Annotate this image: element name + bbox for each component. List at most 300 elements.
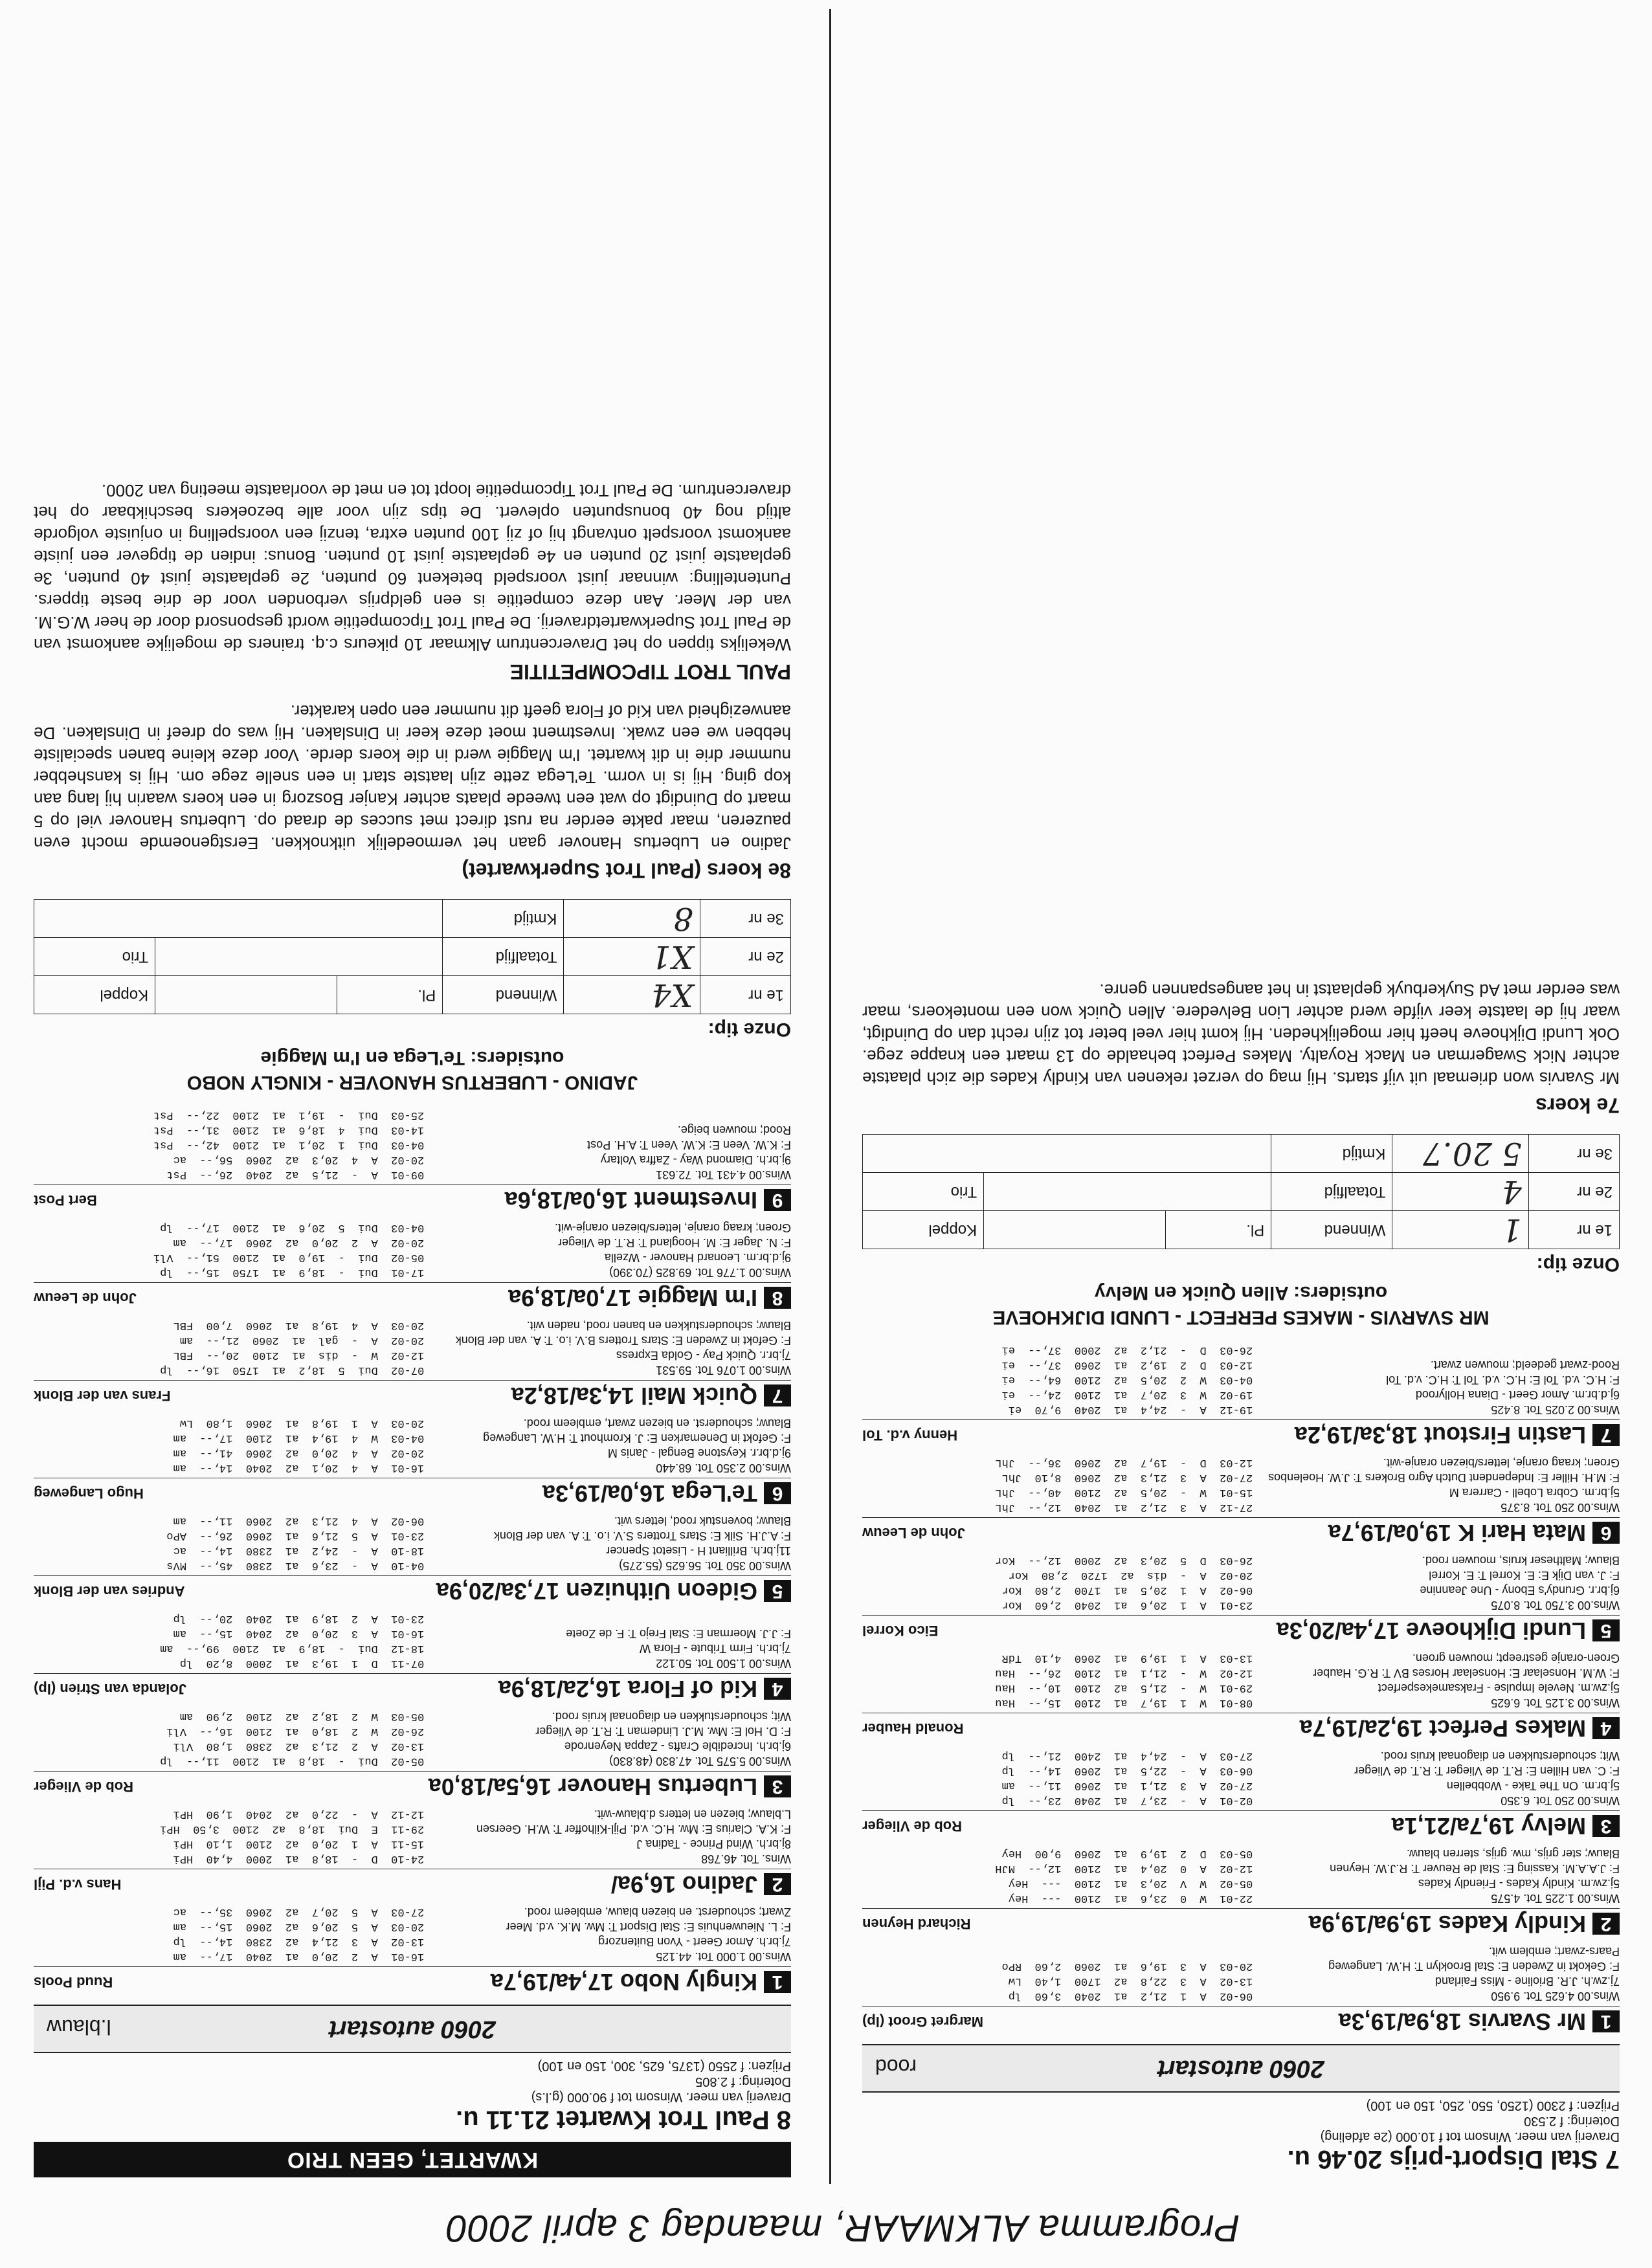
result-row: 26-03 D - 21,2 a2 2000 37,-- ei: [1001, 1344, 1253, 1356]
horse-entry: [34, 1107, 791, 1214]
horse-description: [424, 1107, 791, 1182]
competition-text: Wekelijks tippen op het Dravercentrum Alkmaar 10 pikeurs c.q. trainers de mogelijke aankomst van de Paul Trot Superkwartetdraverij. De Paul Trot Tipcompetitie wordt gesponsord door de heer W.G.M. van der Meer. Aan deze competitie is een geldprijs verbonden voor de drie beste tippers. Puntentelling: winnaar juist voorspeld betekent 60 punten, 2e geplaatste juist 40 punten, 3e geplaatste juist 20 punten en 4e geplaatste juist 10 punten. Bonus: indien de tipgever een juiste aankomst voorspelt ontvangt hij of zij 100 punten extra, tenzij een voorspelling in onjuiste volgorde altijd nog 40 bonuspunten oplevert. De tips zijn voor alle bezoekers beschikbaar op het dravercentrum. De Paul Trot Tipcompetitie loopt tot en met de voorlaatste meeting van 2000.: [34, 481, 791, 654]
horse-details: [34, 1513, 791, 1573]
result-row: 20-03 A 1 19,8 a1 2060 1,80 Lw: [179, 1417, 425, 1429]
handwritten-tip-1: 1: [1392, 1211, 1528, 1249]
horse-results: [34, 1904, 424, 1964]
horse-details: [862, 1553, 1620, 1612]
horse-description-line: F: D. Hol E: Mw. M.J. Lindeman T: R.T. de Vlieger: [535, 1725, 791, 1738]
horse-description-line: Wins.00 4.431 Tot. 72.631: [656, 1168, 791, 1181]
tip-cell: Totaalfijd: [443, 938, 564, 976]
favourites: JADINO - LUBERTUS HANOVER - KINGLY NOBO: [186, 1072, 638, 1093]
horse-description-line: Wins.00 2.350 Tot. 68.440: [656, 1462, 791, 1474]
result-row: 06-02 A 1 20,5 a1 1700 2,80 Kor: [1001, 1584, 1253, 1596]
horse-description-line: Wins.00 1.776 Tot. 69.825 (70.390): [609, 1266, 791, 1279]
horse-entry: [34, 1807, 791, 1898]
horse-number: 5: [764, 1580, 791, 1602]
horse-results: [862, 1944, 1253, 2003]
horse-trainer: Richard Heynen: [862, 1916, 971, 1932]
commentary-title: 7e koers: [1535, 1094, 1620, 1117]
horse-description-line: Blauw; ster grijs, mw. grijs, sterren blauw.: [1406, 1847, 1620, 1860]
horse-trainer: Margret Groot (lp): [862, 2014, 983, 2030]
tip-cell: Koppel: [863, 1211, 984, 1249]
result-row: 20-02 A 4 20,0 a2 2060 41,-- am: [173, 1447, 425, 1459]
horse-details: [862, 1944, 1620, 2003]
horse-description-line: Wins.00 5.575 Tot. 47.830 (48.830): [609, 1755, 791, 1768]
horse-number: 2: [1592, 1913, 1620, 1935]
horse-results: [862, 1651, 1253, 1710]
result-row: 26-02 W 2 18,0 a1 2100 16,-- Vli: [166, 1725, 425, 1737]
horse-header: [862, 1908, 1620, 1937]
horse-description: [424, 1904, 791, 1964]
horse-trainer: Ronald Hauber: [862, 1720, 964, 1737]
horse-description: [424, 1220, 791, 1280]
horse-description-line: L.blauw; biezen en letters d.blauw-wit.: [594, 1808, 791, 1821]
tip-cell: [155, 938, 443, 976]
result-row: 19-02 W 3 20,7 a1 2100 24,-- ei: [1001, 1388, 1253, 1401]
horse-number: 3: [1592, 1815, 1620, 1837]
horse-description-line: 5j.br.m. On The Take - Wobbellen: [1446, 1779, 1620, 1792]
horse-description-line: 6j.br.r. Grundy's Ebony - Une Jeannine: [1420, 1584, 1620, 1597]
horse-trainer: Andries van der Blonk: [34, 1583, 185, 1599]
horse-description-line: Wins.00 350 Tot. 56.625 (55.275): [619, 1559, 791, 1572]
horse-description: [424, 1807, 791, 1866]
result-row: 05-02 W V 20,3 a1 2100 --- Hey: [1008, 1877, 1253, 1889]
favourites-line: [862, 1280, 1620, 1329]
result-row: 20-03 A 5 20,6 a2 2060 15,-- am: [173, 1920, 425, 1933]
horse-details: [34, 1318, 791, 1377]
horse-trainer: Frans van der Blonk: [34, 1388, 171, 1404]
horse-description-line: Wins. Tot. 46.768: [701, 1852, 791, 1865]
horse-entry: [862, 1553, 1620, 1644]
result-row: 20-02 A - dis a2 1720 2,80 Kor: [1008, 1569, 1253, 1581]
horse-entry: [862, 1944, 1620, 2035]
horse-description-line: Wins.00 1.500 Tot. 50.122: [656, 1657, 791, 1670]
result-row: 12-03 D 2 19,2 a1 2060 37,-- ei: [1001, 1359, 1253, 1371]
horse-entry: [34, 1904, 791, 1996]
result-row: 13-02 A 3 21,4 a2 2380 14,-- lp: [173, 1935, 425, 1948]
result-row: 20-02 A 4 20,3 a2 2060 56,-- ac: [173, 1153, 425, 1166]
tip-cell: Winnend: [1271, 1211, 1392, 1249]
tip-cell: Winnend: [443, 976, 564, 1014]
result-row: 16-01 A 2 20,0 a1 2040 17,-- am: [173, 1950, 425, 1962]
race-info-line: Prijzen: f 2300 (1250, 550, 250, 150 en 100): [1366, 2098, 1620, 2113]
result-row: 05-02 Dui - 19,0 a1 2100 51,-- Vli: [153, 1251, 425, 1263]
result-row: 05-02 Dui - 18,8 a1 2100 11,-- lp: [160, 1755, 425, 1767]
result-row: 12-02 W - dis a1 2100 20,-- FBL: [173, 1349, 425, 1361]
horse-results: [34, 1318, 424, 1377]
result-row: 27-02 A 3 21,3 a2 2060 8,10 JhL: [1001, 1471, 1253, 1484]
horse-header: [34, 1673, 791, 1702]
horse-description-line: Wins.00 1.076 Tot. 59.531: [656, 1364, 791, 1377]
race-info-line: Draverij van meer. Winsom tot f 10.000 (2e afdeling): [1320, 2129, 1620, 2144]
horse-trainer: Eico Korrel: [862, 1623, 939, 1639]
result-row: 05-03 D 2 19,9 a1 2060 9,00 Hey: [1001, 1847, 1253, 1860]
horse-name: Lubertus Hanover 16,5a/18,0a: [428, 1773, 757, 1800]
race-info: [862, 2098, 1620, 2144]
horse-description-line: 9j.d.br.m. Leonard Hanover - Wzella: [604, 1251, 791, 1264]
horse-name: Kingly Nobo 17,4a/19,7a: [490, 1969, 757, 1996]
horse-header: [34, 1282, 791, 1311]
horse-description: [1253, 1748, 1620, 1808]
race-color: l.blauw: [47, 2016, 111, 2039]
horse-number: 9: [764, 1189, 791, 1211]
tip-cell: Totaalfijd: [1271, 1173, 1392, 1211]
horse-description-line: 9j.br.h. Diamond Way - Zaffra Voltary: [600, 1153, 791, 1166]
race-info-line: Dotering: f 2.530: [1524, 2114, 1620, 2128]
result-row: 12-12 A - 22,0 a2 2040 1,90 HPi: [173, 1808, 425, 1820]
horse-description-line: Blauw; schouderstukken en banen rood, naden wit.: [526, 1319, 791, 1332]
commentary-text: Mr Svarvis won driemaal uit vijf starts. Hij mag op verzet rekenen van Kindly Kades die zich plaatste achter Nick Swagerman en Mack Royalty. Makes Perfect behaalde op 13 maart een knappe zege. Ook Lundi Dijkhoeve heeft hier mogelijkheden. Hij komt hier veel beter tot zijn recht dan op Duindigt, waar hij de laatste keer vijfde werd achter Lion Belvedere. Allen Quick won een montekoers, maar was eerder met Ad Suykerbuyk geplaatst in het aangespannen genre.: [862, 981, 1620, 1088]
horse-results: [34, 1513, 424, 1573]
horse-results: [34, 1107, 424, 1182]
start-bar: [34, 2005, 791, 2053]
result-row: 27-03 A 5 20,7 a2 2060 35,-- ac: [173, 1906, 425, 1918]
horse-results: [34, 1611, 424, 1671]
handwritten-tip-3: 8: [564, 900, 700, 938]
horse-name: Mata Hari K 19,0a/19,7a: [1328, 1520, 1586, 1546]
tip-cell: Trio: [34, 938, 155, 976]
horse-number: 6: [764, 1482, 791, 1504]
horse-name: Makes Perfect 19,2a/19,7a: [1299, 1715, 1586, 1742]
horse-description-line: F: M.H. Hiller E: Independent Dutch Agro Brokers T: J.W. Hoelenbos: [1268, 1471, 1620, 1484]
horse-description-line: F: A.J.H. Silk E: Stars Trotters S.V. i.o. T: A. van der Blonk: [493, 1529, 791, 1542]
horse-description-line: Wins.00 3.750 Tot. 8.075: [1491, 1599, 1620, 1612]
horse-description: [424, 1611, 791, 1671]
horse-details: [862, 1342, 1620, 1417]
horse-number: 6: [1592, 1522, 1620, 1544]
horse-description-line: F: H.C. v.d. Tol E: H.C. v.d. Tol T: H.C. v.d. Tol: [1386, 1373, 1620, 1386]
result-row: 04-03 Dui 1 20,1 a1 2100 42,-- Pst: [153, 1139, 425, 1151]
horse-description-line: Wins.00 250 Tot. 8.375: [1501, 1501, 1620, 1514]
horse-description-line: 11j.br.h. Brilliant H - Lisetot Spencer: [606, 1544, 791, 1557]
horse-number: 1: [1592, 2010, 1620, 2032]
tip-table: [862, 1134, 1620, 1249]
horse-description-line: 7j.br.r. Quick Pay - Golda Express: [616, 1349, 791, 1362]
horse-entry: [34, 1220, 791, 1311]
result-row: 13-03 A 1 19,9 a1 2060 4,10 TdR: [1001, 1652, 1253, 1664]
horse-details: [34, 1107, 791, 1182]
result-row: 04-03 W 4 19,4 a1 2100 17,-- am: [173, 1432, 425, 1444]
result-row: 23-01 A 5 21,6 a1 2060 26,-- APo: [166, 1529, 425, 1542]
result-row: 07-11 D 1 19,3 a1 2000 8,20 lp: [179, 1657, 425, 1669]
handwritten-tip-2: X1: [564, 938, 700, 976]
result-row: 18-12 Dui - 18,9 a1 2100 99,-- am: [160, 1642, 425, 1654]
horse-details: [862, 1846, 1620, 1906]
horse-number: 1: [764, 1971, 791, 1993]
horse-number: 7: [1592, 1424, 1620, 1446]
horse-header: [34, 1771, 791, 1800]
horse-description-line: Rood-zwart gedeeld; mouwen zwart.: [1430, 1359, 1620, 1372]
horse-name: Jadino 16,9a/: [610, 1871, 757, 1898]
horse-entry: [34, 1513, 791, 1605]
result-row: 12-02 W - 21,1 a1 2100 26,-- Hau: [995, 1667, 1253, 1679]
horse-details: [34, 1709, 791, 1768]
horse-description-line: F: L. Nieuwenhuis E: Stal Disport T: Mw. M.K. v.d. Meer: [506, 1920, 791, 1933]
horse-header: [34, 1869, 791, 1898]
horse-header: [862, 1713, 1620, 1742]
favourites: MR SVARVIS - MAKES PERFECT - LUNDI DIJKHOEVE: [992, 1307, 1490, 1328]
horse-trainer: John de Leeuw: [862, 1525, 965, 1541]
result-row: 15-11 A 1 20,0 a2 2100 1,10 HPi: [173, 1838, 425, 1850]
horse-entry: [862, 1846, 1620, 1937]
race-commentary: [862, 979, 1620, 1117]
start-bar: [862, 2044, 1620, 2093]
horse-entry: [862, 1455, 1620, 1546]
horse-description: [424, 1709, 791, 1768]
horse-header: [862, 1615, 1620, 1644]
horse-name: I'm Maggie 17,0a/18,9a: [508, 1285, 757, 1311]
horse-name: Melvy 19,7a/21,1a: [1391, 1813, 1586, 1840]
horse-trainer: Rob de Vlieger: [862, 1818, 963, 1834]
horse-description-line: 6j.d.br.m. Amor Geert - Diana Hollyrood: [1415, 1388, 1620, 1401]
horse-results: [34, 1807, 424, 1866]
tip-cell: [984, 1173, 1271, 1211]
start-type: 2060 autostart: [329, 2016, 496, 2043]
result-row: 09-01 A - 21,5 a2 2040 26,-- Pst: [166, 1168, 425, 1181]
horse-list: [34, 1107, 791, 1996]
start-type: 2060 autostart: [1157, 2055, 1324, 2082]
horse-description-line: 8j.br.h. Wind Prince - Tadina J: [636, 1838, 791, 1851]
tip-competition: [34, 480, 791, 684]
tip-cell: 1e nr: [700, 976, 790, 1014]
horse-name: Lundi Dijkhoeve 17,4a/20,3a: [1276, 1618, 1586, 1644]
race-info: [34, 2058, 791, 2105]
horse-details: [862, 1455, 1620, 1515]
horse-details: [34, 1220, 791, 1280]
horse-details: [34, 1611, 791, 1671]
horse-description-line: Wins.00 1.225 Tot. 4.575: [1491, 1892, 1620, 1905]
horse-description-line: F: K.W. Veen E: K.W. Veen T: A.H. Post: [587, 1139, 791, 1151]
tip-table: [34, 899, 791, 1014]
horse-description-line: Wins.00 2.025 Tot. 8.425: [1491, 1403, 1620, 1416]
tip-cell: Pl.: [337, 976, 443, 1014]
horse-description-line: 7j.zw.h. J.R. Brioline - Miss Fairland: [1434, 1975, 1620, 1988]
result-row: 27-03 A - 24,4 a1 2400 21,-- lp: [1001, 1750, 1253, 1762]
result-row: 07-02 Dui 5 18,2 a1 1750 16,-- lp: [160, 1364, 425, 1376]
horse-description-line: F: C. van Hillen E: R.T. de Vlieger T: R.T. de Vlieger: [1354, 1764, 1620, 1777]
handwritten-tip-2: 4: [1392, 1173, 1528, 1211]
horse-description-line: 9j.d.br.r. Keystone Bengal - Janis M: [607, 1447, 791, 1460]
horse-description: [424, 1318, 791, 1377]
result-row: 15-01 W - 20,5 a2 2100 40,-- JhL: [995, 1486, 1253, 1498]
horse-number: 5: [1592, 1619, 1620, 1641]
horse-results: [862, 1455, 1253, 1515]
horse-description-line: Wins.00 250 Tot. 6.350: [1501, 1794, 1620, 1807]
horse-description-line: Wins.00 3.125 Tot. 6.625: [1491, 1696, 1620, 1709]
horse-description-line: Wit; schouderstukken en diagonaal kruis rood.: [552, 1710, 791, 1723]
horse-description-line: F: J. van Dijk E: E. Korrel T: E. Korrel: [1429, 1569, 1620, 1582]
result-row: 17-01 Dui - 18,9 a1 1750 15,-- lp: [160, 1266, 425, 1278]
outsiders: outsiders: Te'Lega en I'm Maggie: [260, 1047, 564, 1069]
result-row: 26-03 D 5 20,3 a2 2000 12,-- Kor: [995, 1554, 1253, 1566]
horse-description-line: F: W.M. Honselaar E: Honselaar Horses BV T: R.G. Hauber: [1313, 1667, 1620, 1680]
horse-description: [1253, 1846, 1620, 1906]
horse-description-line: F: Gekokt in Zweden E: Stal Brooklyn T: H.W. Langeweg: [1328, 1960, 1620, 1973]
result-row: 23-01 A 2 18,9 a1 2040 20,-- lp: [173, 1612, 425, 1625]
race-title: 8 Paul Trot Kwartet 21.11 u.: [456, 2106, 791, 2134]
horse-details: [34, 1904, 791, 1964]
tip-cell: 2e nr: [700, 938, 790, 976]
horse-description-line: F: J.J. Moerman E: Stal Frejo T: F. de Zoete: [566, 1627, 791, 1640]
horse-details: [34, 1807, 791, 1866]
horse-details: [34, 1416, 791, 1475]
tip-cell: 3e nr: [1528, 1135, 1619, 1173]
horse-details: [862, 1748, 1620, 1808]
result-row: 25-03 Dui - 19,1 a1 2100 22,-- Pst: [153, 1109, 425, 1121]
tip-cell: 2e nr: [1528, 1173, 1619, 1211]
horse-trainer: Rob de Vlieger: [34, 1779, 134, 1795]
horse-description-line: 7j.br.h. Firm Tribute - Flora W: [639, 1642, 791, 1655]
race-8-column: [27, 28, 810, 2177]
horse-entry: [862, 1748, 1620, 1840]
result-row: 29-01 W - 21,5 a2 2100 10,-- Hau: [995, 1682, 1253, 1694]
race-banner: KWARTET, GEEN TRIO: [34, 2142, 791, 2177]
horse-description: [1253, 1651, 1620, 1710]
horse-entry: [34, 1709, 791, 1800]
result-row: 16-01 A 3 20,0 a2 2040 15,-- am: [173, 1627, 425, 1640]
horse-header: [34, 1184, 791, 1214]
horse-header: [862, 2006, 1620, 2035]
horse-description: [1253, 1342, 1620, 1417]
result-row: 13-02 A 3 22,8 a2 1700 1,40 Lw: [1008, 1975, 1253, 1987]
horse-description-line: F: K.A. Clarius E: Mw. H.C. v.d. Pijl-Kilhoffer T: W.H. Geersen: [476, 1823, 791, 1836]
horse-description: [1253, 1553, 1620, 1612]
handwritten-tip-1: X4: [564, 976, 700, 1014]
result-row: 27-12 A 3 21,2 a1 2040 12,-- JhL: [995, 1501, 1253, 1513]
horse-header: [34, 1575, 791, 1605]
horse-name: Kindly Kades 19,9a/19,9a: [1308, 1911, 1586, 1937]
horse-number: 2: [764, 1873, 791, 1895]
result-row: 06-03 A - 22,5 a1 2060 14,-- lp: [1001, 1764, 1253, 1777]
handwritten-tip-3: 5 20.7: [1392, 1135, 1528, 1173]
result-row: 22-01 W 0 23,6 a1 2100 --- Hey: [1008, 1892, 1253, 1904]
horse-entry: [862, 1342, 1620, 1449]
tip-title: Onze tip:: [1536, 1254, 1620, 1275]
result-row: 23-01 A 1 20,6 a1 2040 2,60 Kor: [1001, 1599, 1253, 1611]
result-row: 29-11 E Dui 18,8 a2 2100 3,50 HPi: [160, 1823, 425, 1835]
result-row: 12-03 D - 19,7 a2 2060 36,-- JhL: [995, 1456, 1253, 1469]
horse-trainer: Hans v.d. Pijl: [34, 1876, 122, 1893]
horse-name: Quick Mail 14,3a/18,2a: [511, 1383, 757, 1409]
horse-name: Kid of Flora 16,2a/18,9a: [498, 1676, 757, 1702]
horse-description-line: Wit; schouderstukken en diagonaal kruis rood.: [1380, 1750, 1620, 1762]
horse-header: [34, 1966, 791, 1996]
horse-description-line: 7j.br.h. Amor Geert - Yvon Buitenzorg: [598, 1935, 791, 1948]
race-7-column: [843, 28, 1626, 2177]
horse-header: [34, 1380, 791, 1409]
horse-description-line: 5j.br.m. Cobra Lobell - Carrera M: [1449, 1486, 1620, 1499]
horse-description: [424, 1513, 791, 1573]
tip-cell: Kmtijd: [443, 900, 564, 938]
commentary-title: 8e koers (Paul Trot Superkwartet): [462, 859, 791, 882]
horse-description-line: F: N. Jager E: M. Hoogland T: R.T. de Vlieger: [558, 1236, 791, 1249]
competition-title: PAUL TROT TIPCOMPETITIE: [509, 660, 791, 684]
result-row: 16-01 A 4 20,1 a2 2040 14,-- am: [173, 1462, 425, 1474]
page-header: Programma ALKMAAR, maandag 3 april 2000: [445, 2207, 1240, 2249]
horse-results: [862, 1553, 1253, 1612]
horse-description-line: Rood; mouwen beige.: [677, 1124, 791, 1137]
horse-description-line: Groen; kraag oranje, letters/biezen oranje-wit.: [1383, 1456, 1620, 1469]
horse-description-line: Blauw; bovenstuk rood, letters wit.: [614, 1515, 791, 1528]
horse-description-line: 5j.zw.m. Nevele Impulse - Fraksamekesperfect: [1378, 1682, 1620, 1695]
horse-results: [34, 1709, 424, 1768]
horse-number: 4: [1592, 1717, 1620, 1739]
result-row: 08-01 W 1 19,7 a1 2100 15,-- Hau: [995, 1696, 1253, 1709]
horse-description-line: Groen; kraag oranje, letters/biezen oranje-wit.: [554, 1221, 791, 1234]
horse-header: [34, 1478, 791, 1507]
horse-entry: [34, 1318, 791, 1409]
race-info-line: Dotering: f 2.805: [695, 2074, 791, 2089]
horse-description-line: Groen-oranje gestreept; mouwen groen.: [1412, 1652, 1620, 1665]
result-row: 06-02 A 1 21,2 a1 2040 3,60 lp: [1008, 1990, 1253, 2002]
tip-cell: 1e nr: [1528, 1211, 1619, 1249]
horse-description-line: Blauw; Maltheser kruis, mouwen rood.: [1422, 1554, 1620, 1567]
horse-details: [862, 1651, 1620, 1710]
horse-description: [1253, 1455, 1620, 1515]
column-divider: [829, 9, 831, 2184]
tip-cell: [863, 1135, 1271, 1173]
result-row: 14-03 Dui 4 18,6 a1 2100 31,-- Pst: [153, 1124, 425, 1136]
horse-name: Investment 16,0a/18,6a: [504, 1187, 757, 1214]
tip-cell: [34, 900, 443, 938]
horse-trainer: Hugo Langeweg: [34, 1485, 144, 1502]
horse-results: [34, 1220, 424, 1280]
horse-name: Gideon Uithuizen 17,3a/20,9a: [436, 1578, 757, 1605]
horse-header: [862, 1419, 1620, 1449]
horse-list: [862, 1342, 1620, 2035]
favourites-line: [34, 1045, 791, 1095]
race-title: 7 Stal Disport-prijs 20.46 u.: [1287, 2145, 1620, 2174]
horse-description-line: F: Gefokt in Denemarken E: J. Kromhout T: H.W. Langeweg: [483, 1432, 791, 1445]
horse-description-line: 5j.zw.m. Kindly Kades - Friendly Kades: [1418, 1877, 1620, 1890]
horse-header: [862, 1517, 1620, 1546]
race-info-line: Draverij van meer. Winsom tot f 90.000 (g.l.s): [531, 2090, 791, 2104]
horse-description-line: Zwart; schouderst. en biezen blauw, embleem rood.: [524, 1906, 791, 1918]
horse-number: 8: [764, 1287, 791, 1309]
race-commentary: [34, 700, 791, 882]
result-row: 20-02 A - gal a1 2060 21,-- am: [179, 1334, 425, 1346]
horse-description: [1253, 1944, 1620, 2003]
horse-description-line: Wins.00 1.000 Tot. 44.125: [656, 1950, 791, 1963]
result-row: 20-03 A 3 19,6 a1 2060 2,60 RPo: [1001, 1960, 1253, 1972]
horse-description-line: Paars-zwart; emblem wit.: [1488, 1945, 1620, 1958]
horse-results: [862, 1748, 1253, 1808]
result-row: 20-02 A 2 20,0 a2 2060 17,-- am: [173, 1236, 425, 1249]
horse-name: Mr Svarvis 18,9a/19,3a: [1338, 2008, 1586, 2035]
horse-description: [424, 1416, 791, 1475]
horse-trainer: Bert Post: [34, 1192, 97, 1208]
horse-description-line: F: J.A.A.M. Kassing E: Stal de Reuver T: R.J.W. Heynen: [1330, 1862, 1620, 1875]
tip-cell: Koppel: [34, 976, 155, 1014]
horse-trainer: Henny v.d. Tol: [862, 1427, 958, 1443]
result-row: 04-10 A - 23,6 a1 2380 45,-- MVs: [166, 1559, 425, 1572]
horse-description-line: 6j.br.h. Incredible Crafts - Zappa Neyenrode: [564, 1740, 791, 1753]
horse-number: 3: [764, 1775, 791, 1797]
horse-name: Te'Lega 16,0a/19,3a: [542, 1480, 757, 1507]
result-row: 04-03 Dui 5 20,6 a1 2100 17,-- lp: [160, 1221, 425, 1234]
result-row: 19-12 A - 24,4 a1 2040 9,70 ei: [1008, 1403, 1253, 1416]
result-row: 12-02 A 0 20,4 a1 2100 12,-- MJH: [995, 1862, 1253, 1874]
result-row: 02-01 A - 23,7 a1 2040 23,-- lp: [1001, 1794, 1253, 1807]
horse-trainer: John de Leeuw: [34, 1290, 137, 1306]
horse-entry: [862, 1651, 1620, 1742]
horse-results: [862, 1846, 1253, 1906]
result-row: 05-03 W 2 18,2 a2 2100 2,90 am: [179, 1710, 425, 1722]
result-row: 06-02 A 4 21,3 a2 2060 11,-- am: [173, 1515, 425, 1527]
horse-description-line: Wins.00 4.625 Tot. 9.950: [1491, 1990, 1620, 2003]
outsiders: outsiders: Allen Quick en Melvy: [1094, 1282, 1388, 1304]
